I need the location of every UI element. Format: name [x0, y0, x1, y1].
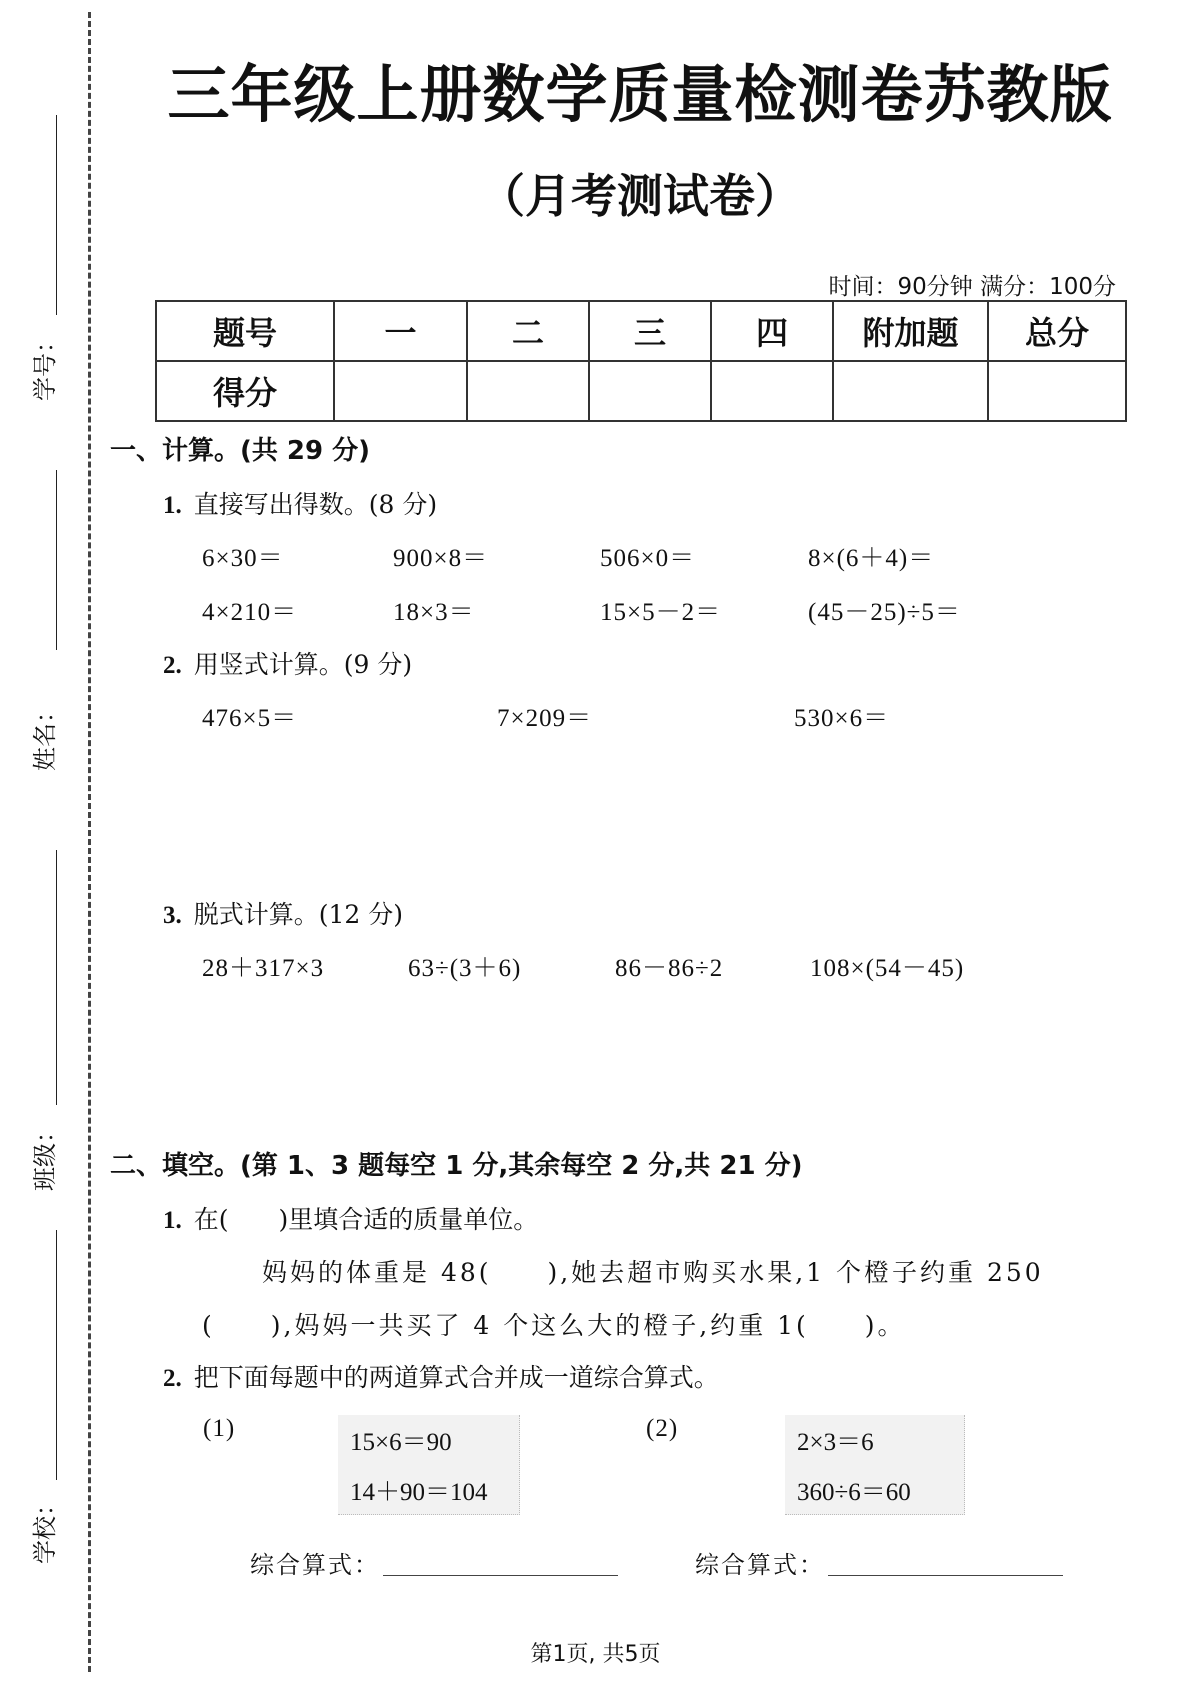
- section1-title: 一、计算。(共 29 分): [110, 436, 371, 466]
- s1-q2-number: 2.: [163, 652, 182, 679]
- name-blank-line[interactable]: [56, 470, 57, 650]
- score-table-header-row: [156, 301, 1126, 361]
- score-header-cell: 题号: [156, 301, 334, 361]
- page-indicator: 第1页, 共5页: [530, 1642, 661, 1667]
- margin-field-school[interactable]: [0, 1230, 80, 1570]
- score-row-label: 得分: [156, 361, 334, 421]
- s2-q2-part2-label: (2): [646, 1415, 679, 1442]
- score-header-cell: 一: [334, 301, 467, 361]
- s1-q3-heading: [163, 895, 403, 931]
- s1-q1-expr: 8×(6＋4)＝: [808, 545, 935, 572]
- s1-q1-expr: 6×30＝: [202, 545, 284, 572]
- s1-q2-expr: 530×6＝: [794, 705, 890, 732]
- s2-q1-line1: 妈妈的体重是 48( ),她去超市购买水果,1 个橙子约重 250: [262, 1258, 1044, 1287]
- s1-q1-heading: [163, 485, 437, 521]
- s1-q3-expr: 28＋317×3: [202, 955, 325, 982]
- merge-line: 2×3＝6: [797, 1429, 874, 1456]
- s2-q1-line2: ( ),妈妈一共买了 4 个这么大的橙子,约重 1( )。: [202, 1311, 906, 1340]
- exam-meta: 时间：90分钟 满分：100分: [828, 274, 1116, 300]
- school-label: 学校：: [30, 1492, 59, 1564]
- class-label: 班级：: [30, 1119, 59, 1191]
- s2-q2-part2-answer-line[interactable]: [828, 1575, 1063, 1576]
- s1-q1-expr: (45－25)÷5＝: [808, 599, 961, 626]
- s1-q3-expr: 63÷(3＋6): [408, 955, 522, 982]
- merge-line: 14＋90＝104: [350, 1479, 488, 1506]
- s2-q2-heading: [163, 1358, 719, 1394]
- s2-q1-text: 在( )里填合适的质量单位。: [193, 1205, 539, 1234]
- section2-title: 二、填空。(第 1、3 题每空 1 分,其余每空 2 分,共 21 分): [110, 1151, 803, 1181]
- score-table: [155, 300, 1127, 422]
- s1-q1-number: 1.: [163, 492, 182, 519]
- s1-q3-expr: 108×(54－45): [810, 955, 965, 982]
- school-blank-line[interactable]: [56, 1230, 57, 1480]
- s2-q2-part2-answer-label: 综合算式：: [695, 1551, 825, 1579]
- score-header-cell: 三: [589, 301, 711, 361]
- merge-line: 360÷6＝60: [797, 1479, 911, 1506]
- score-input-cell[interactable]: [589, 361, 711, 421]
- class-blank-line[interactable]: [56, 850, 57, 1105]
- score-input-cell[interactable]: [334, 361, 467, 421]
- s1-q3-expr: 86－86÷2: [615, 955, 724, 982]
- binding-dashed-line: [88, 12, 91, 1672]
- s1-q2-expr: 476×5＝: [202, 705, 298, 732]
- score-input-cell[interactable]: [988, 361, 1126, 421]
- s2-q1-number: 1.: [163, 1207, 182, 1234]
- s1-q2-expr: 7×209＝: [497, 705, 593, 732]
- s1-q1-expr: 18×3＝: [393, 599, 475, 626]
- s2-q2-part1-box: [338, 1415, 520, 1515]
- student-id-blank-line[interactable]: [56, 115, 57, 315]
- s1-q3-number: 3.: [163, 902, 182, 929]
- score-header-cell: 总分: [988, 301, 1126, 361]
- s2-q2-part1-answer-label: 综合算式：: [250, 1551, 380, 1579]
- score-header-cell: 四: [711, 301, 833, 361]
- margin-field-class[interactable]: [0, 850, 80, 1191]
- s2-q2-part2-box: [785, 1415, 965, 1515]
- merge-line: 15×6＝90: [350, 1429, 452, 1456]
- score-header-cell: 附加题: [833, 301, 988, 361]
- score-input-cell[interactable]: [833, 361, 988, 421]
- s1-q1-expr: 4×210＝: [202, 599, 298, 626]
- score-input-cell[interactable]: [467, 361, 589, 421]
- score-input-cell[interactable]: [711, 361, 833, 421]
- score-table-score-row: [156, 361, 1126, 421]
- s2-q1-heading: [163, 1200, 538, 1236]
- s1-q2-text: 用竖式计算。(9 分): [193, 650, 413, 679]
- s1-q3-text: 脱式计算。(12 分): [193, 900, 404, 929]
- score-header-cell: 二: [467, 301, 589, 361]
- page-title: 三年级上册数学质量检测卷苏教版: [167, 58, 1113, 131]
- s2-q2-part1-answer-line[interactable]: [383, 1575, 618, 1576]
- s2-q2-number: 2.: [163, 1365, 182, 1392]
- margin-field-name[interactable]: [0, 470, 80, 770]
- student-id-label: 学号：: [30, 329, 59, 401]
- s1-q1-expr: 506×0＝: [600, 545, 696, 572]
- page-subtitle: （月考测试卷）: [479, 169, 801, 223]
- s1-q2-heading: [163, 645, 412, 681]
- s2-q2-part1-label: (1): [203, 1415, 236, 1442]
- s2-q2-text: 把下面每题中的两道算式合并成一道综合算式。: [193, 1363, 719, 1392]
- name-label: 姓名：: [30, 699, 59, 771]
- s1-q1-text: 直接写出得数。(8 分): [193, 490, 438, 519]
- s1-q1-expr: 15×5－2＝: [600, 599, 722, 626]
- s1-q1-expr: 900×8＝: [393, 545, 489, 572]
- margin-field-student-id[interactable]: [0, 110, 80, 400]
